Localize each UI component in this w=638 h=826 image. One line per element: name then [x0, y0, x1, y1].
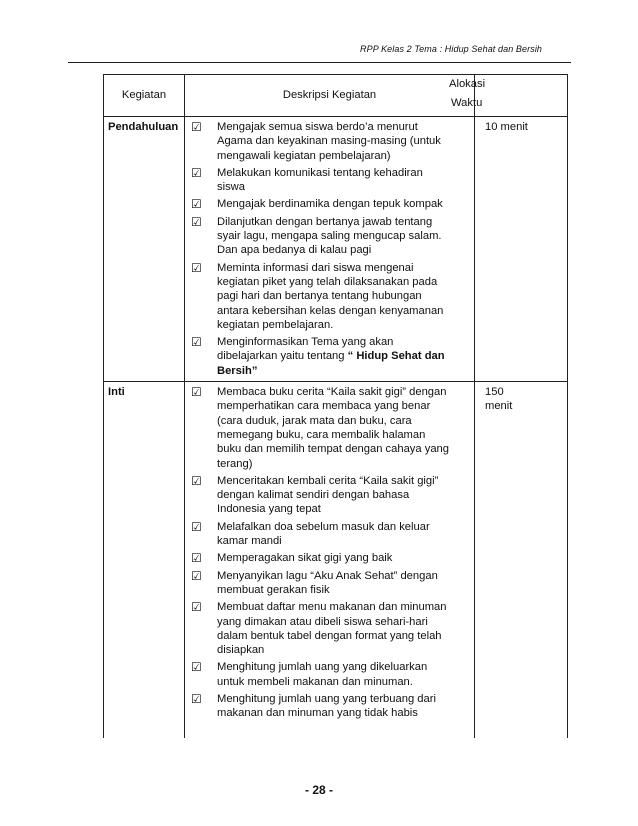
kegiatan-cell [104, 117, 185, 382]
waktu-cell [475, 117, 568, 382]
item-text: Mengajak berdinamika dengan tepuk kompak [217, 198, 443, 211]
check-box-icon: ☑ [191, 568, 202, 583]
check-box-icon: ☑ [191, 691, 202, 706]
running-header: RPP Kelas 2 Tema : Hidup Sehat dan Bersih [360, 44, 543, 54]
col-header-alokasi [449, 75, 568, 117]
check-box-icon: ☑ [191, 260, 202, 275]
check-box-icon: ☑ [191, 660, 202, 675]
activity-table [103, 74, 568, 738]
list-item [191, 120, 470, 163]
waktu-value: 150 menit [485, 386, 513, 413]
check-box-icon: ☑ [191, 473, 202, 488]
list-item [191, 197, 470, 211]
item-text-bold: “ Hidup Sehat dan Bersih” [217, 350, 445, 377]
page-number: - 28 - [304, 783, 333, 797]
item-text: Dilanjutkan dengan bertanya jawab tentang syair lagu, mengapa saling mengucap salam. Dan apa bedanya di kalau pagi [217, 215, 442, 257]
list-item [191, 166, 470, 195]
waktu-cell [475, 382, 568, 738]
waktu-value: 10 menit [485, 121, 528, 133]
check-box-icon: ☑ [191, 600, 202, 615]
table-row [104, 382, 568, 738]
col-header-deskripsi: Deskripsi Kegiatan [185, 75, 475, 117]
item-text: Menghitung jumlah uang yang dikeluarkan untuk membeli makanan dan minuman. [217, 661, 428, 688]
alokasi-label: Alokasi [449, 78, 486, 90]
deskripsi-cell [185, 382, 475, 738]
item-text-mixed [217, 335, 470, 378]
table-header-row [104, 75, 568, 117]
list-item [191, 692, 470, 721]
list-item [191, 551, 470, 565]
item-text: Menyanyikan lagu “Aku Anak Sehat” dengan membuat gerakan fisik [217, 569, 438, 596]
check-box-icon: ☑ [191, 120, 202, 134]
item-text: Memperagakan sikat gigi yang baik [217, 552, 393, 565]
check-box-icon: ☑ [191, 165, 202, 180]
list-item [191, 335, 470, 378]
item-text: Melakukan komunikasi tentang kehadiran siswa [217, 166, 423, 194]
check-box-icon: ☑ [191, 197, 202, 212]
list-item [191, 215, 470, 258]
item-text: Membaca buku cerita “Kaila sakit gigi” dengan memperhatikan cara membaca yang benar (cara duduk, jarak mata dan buku, cara memegang buku, cara membalik halaman buku dan memilih tempat dengan cahaya yang terang) [217, 386, 449, 470]
deskripsi-cell [185, 117, 475, 382]
table-row [104, 117, 568, 382]
col-header-kegiatan: Kegiatan [104, 75, 185, 117]
item-text: Membuat daftar menu makanan dan minuman yang dimakan atau dibeli siswa sehari-hari dalam bentuk tabel dengan format yang telah disiapkan [217, 601, 447, 657]
check-box-icon: ☑ [191, 214, 202, 229]
list-item [191, 474, 470, 517]
kegiatan-label: Inti [108, 386, 125, 399]
item-text: Mengajak semua siswa berdo’a menurut Agama dan keyakinan masing-masing (untuk mengawali kegiatan pembelajaran) [217, 121, 441, 162]
list-item [191, 600, 470, 657]
check-box-icon: ☑ [191, 335, 202, 350]
check-box-icon: ☑ [191, 385, 202, 400]
item-text: Menginformasikan Tema yang akan dibelajarkan yaitu tentang [217, 336, 394, 363]
item-text: Melafalkan doa sebelum masuk dan keluar kamar mandi [217, 520, 430, 548]
kegiatan-label: Pendahuluan [108, 121, 179, 133]
list-item [191, 385, 470, 471]
list-item [191, 520, 470, 549]
check-box-icon: ☑ [191, 519, 202, 534]
kegiatan-cell [104, 382, 185, 738]
list-item [191, 569, 470, 598]
list-item [191, 660, 470, 689]
waktu-label: Waktu [451, 97, 483, 110]
item-text: Menceritakan kembali cerita “Kaila sakit gigi” dengan kalimat sendiri dengan bahasa Indonesia yang tepat [217, 474, 439, 516]
item-text: Meminta informasi dari siswa mengenai kegiatan piket yang telah dilaksanakan pada pagi hari dan bertanya tentang hubungan antara kebersihan kelas dengan kenyamanan kegiatan pembelajaran. [217, 261, 444, 331]
item-text: Menghitung jumlah uang yang terbuang dari makanan dan minuman yang tidak habis [217, 692, 436, 720]
check-box-icon: ☑ [191, 551, 202, 566]
list-item [191, 261, 470, 332]
